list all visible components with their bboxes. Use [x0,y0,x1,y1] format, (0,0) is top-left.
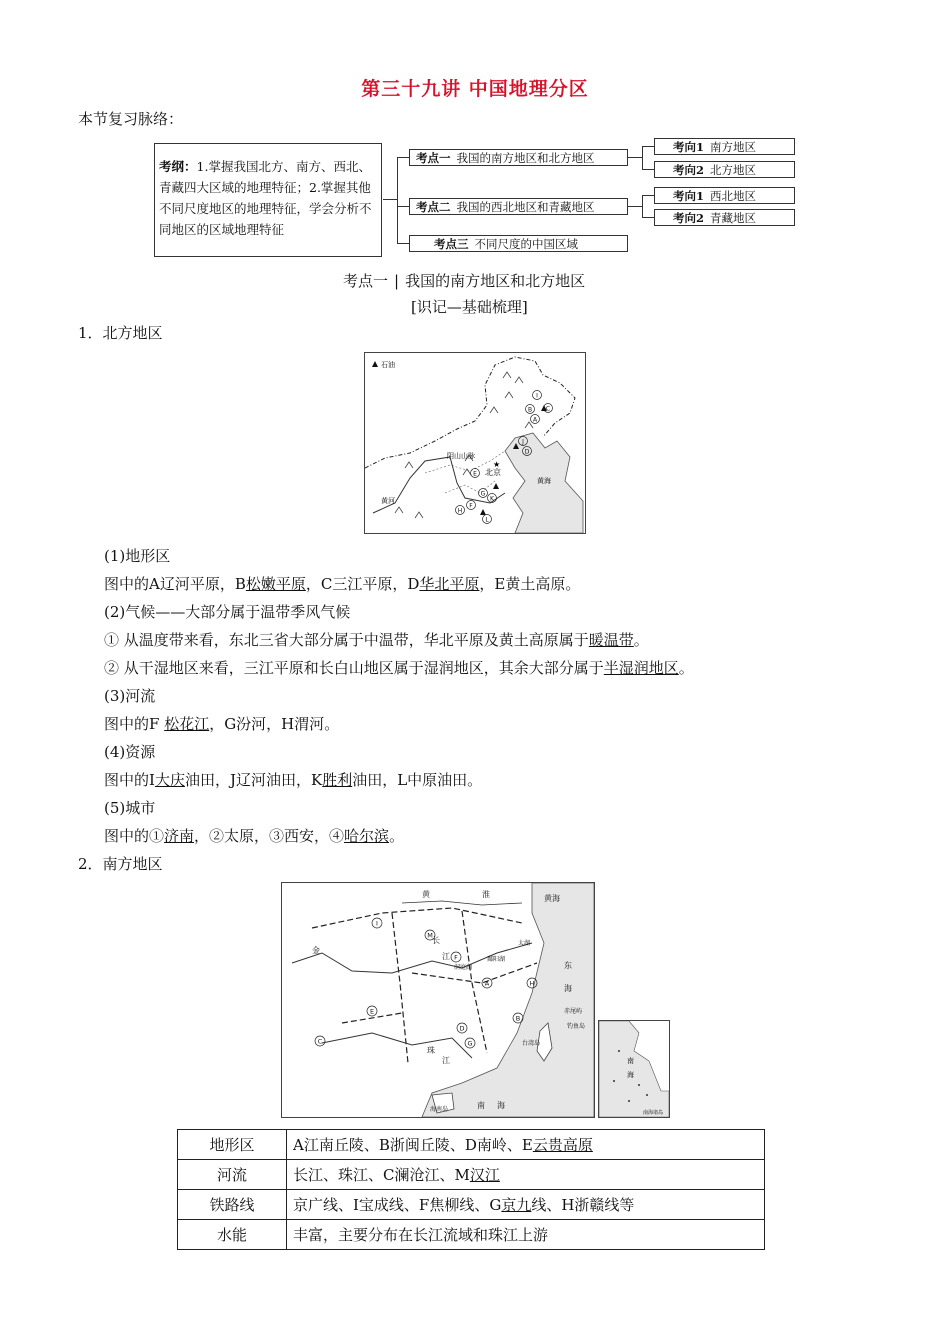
north-map-label: 黄河 [381,497,395,505]
outline-direction-2 [654,161,795,178]
svg-text:B: B [515,1014,521,1023]
outline-direction-1-tag: 考向1 [673,140,705,154]
north-heading: 1．北方地区 [78,324,163,342]
north-map-letter: G [480,490,486,498]
svg-text:A: A [484,979,490,988]
connector [397,157,409,158]
svg-text:钓鱼岛: 钓鱼岛 [567,1023,586,1030]
north-resource-title: (4)资源 [104,743,156,761]
south-info-table [177,1129,765,1250]
answer: 大庆 [154,771,185,789]
connector [642,217,654,218]
outline-direction-1-text: 南方地区 [710,140,757,154]
svg-text:C: C [317,1037,323,1046]
svg-text:长: 长 [432,936,440,945]
svg-text:江: 江 [442,952,450,961]
svg-text:南: 南 [477,1101,485,1110]
outline-point-2-text: 我国的西北地区和青藏地区 [456,200,595,214]
svg-text:海: 海 [497,1101,505,1110]
connector [628,157,642,158]
south-china-sea-inset [598,1020,670,1118]
connector [642,169,654,170]
outline-point-1 [409,149,628,166]
north-terrain-title: (1)地形区 [104,547,171,565]
outline-direction-4 [654,209,795,226]
outline-point-1-text: 我国的南方地区和北方地区 [456,151,595,165]
connector [397,243,409,244]
outline-direction-2-text: 北方地区 [710,163,757,177]
connector [642,195,654,196]
outline-point-3 [409,235,628,252]
table-key: 河流 [178,1160,287,1190]
svg-text:赤尾屿: 赤尾屿 [564,1008,583,1015]
svg-text:I: I [376,919,378,928]
connector [642,146,643,170]
svg-text:黄: 黄 [422,890,430,899]
connector [642,146,654,147]
intro-label: 本节复习脉络： [78,110,184,128]
south-heading: 2．南方地区 [78,855,163,873]
svg-text:D: D [459,1024,465,1033]
north-city-text: 图中的①济南，②太原，③西安，④哈尔滨。 [104,827,405,845]
connector [397,206,409,207]
connector [397,157,398,243]
svg-text:台湾岛: 台湾岛 [522,1040,541,1047]
answer: 松嫩平原 [245,575,306,593]
svg-text:海南岛: 海南岛 [430,1106,449,1113]
svg-text:南海诸岛: 南海诸岛 [643,1110,664,1116]
table-row [178,1190,765,1220]
svg-text:黄海: 黄海 [544,894,560,903]
north-resource-text: 图中的Ⅰ大庆油田，J辽河油田，K胜利油田，L中原油田。 [104,771,483,789]
svg-text:洞庭湖: 洞庭湖 [454,964,473,971]
table-key: 地形区 [178,1130,287,1160]
answer: 云贵高原 [532,1136,593,1154]
section-heading-tag: 考点一 [343,272,389,290]
north-river-title: (3)河流 [104,687,156,705]
svg-text:金: 金 [312,946,320,955]
connector [628,206,642,207]
svg-text:鄱阳湖: 鄱阳湖 [487,956,506,963]
outline-direction-3-text: 西北地区 [710,189,757,203]
north-river-text: 图中的F 松花江，G汾河，H渭河。 [104,715,340,733]
answer: 汉江 [469,1166,500,1184]
north-climate-1: ① 从温度带来看，东北三省大部分属于中温带，华北平原及黄土高原属于暖温带。 [104,631,649,649]
outline-direction-2-tag: 考向2 [673,163,705,177]
north-climate-2: ② 从干湿地区来看，三江平原和长白山地区属于湿润地区，其余大部分属于半湿润地区。 [104,659,694,677]
answer: 济南 [164,827,195,845]
north-map-letter: J [522,438,524,446]
connector [642,195,643,218]
answer: 京九 [501,1196,532,1214]
answer: 胜利 [322,771,353,789]
svg-text:南: 南 [627,1057,634,1065]
svg-text:★: ★ [493,460,501,469]
outline-main-box [154,143,382,257]
table-key: 水能 [178,1220,287,1250]
section-heading: 考点一 | 我国的南方地区和北方地区 [343,272,586,290]
north-map-letter: C [545,405,551,413]
answer: 华北平原 [419,575,480,593]
table-row [178,1130,765,1160]
svg-text:江: 江 [442,1056,450,1065]
outline-direction-4-tag: 考向2 [673,211,705,225]
north-map [364,352,586,534]
table-value: 京广线、Ⅰ宝成线、F焦柳线、G京九线、H浙赣线等 [287,1190,765,1220]
answer: 哈尔滨 [344,827,390,845]
answer: 暖温带 [588,631,634,649]
outline-direction-1 [654,138,795,155]
outline-point-3-text: 不同尺度的中国区域 [474,237,578,251]
svg-text:东: 东 [564,961,572,970]
north-map-label: 阴山山脉 [447,452,475,460]
table-value: 长江、珠江、C澜沧江、M汉江 [287,1160,765,1190]
svg-text:海: 海 [627,1071,634,1079]
section-subheading: [识记—基础梳理] [411,298,528,316]
outline-point-3-tag: 考点三 [434,237,469,251]
svg-text:H: H [529,979,535,988]
outline-main-prefix: 考纲： [159,159,197,174]
table-row [178,1220,765,1250]
svg-text:淮: 淮 [482,890,490,899]
north-terrain-text: 图中的A辽河平原，B松嫩平原，C三江平原，D华北平原，E黄土高原。 [104,575,581,593]
north-map-letter: I [536,392,538,400]
svg-text:E: E [369,1007,375,1016]
svg-text:海: 海 [564,984,572,993]
table-value: 丰富，主要分布在长江流域和珠江上游 [287,1220,765,1250]
north-map-letter: F [469,502,473,510]
north-map-label: 黄海 [537,477,551,485]
north-map-letter: L [485,516,489,524]
answer: 半湿润地区 [603,659,679,677]
outline-point-2 [409,198,628,215]
outline-point-1-tag: 考点一 [416,151,451,165]
outline-point-2-tag: 考点二 [416,200,451,214]
north-map-letter: A [532,416,538,424]
outline-direction-3-tag: 考向1 [673,189,705,203]
section-heading-text: 我国的南方地区和北方地区 [405,272,586,290]
table-row [178,1160,765,1190]
north-map-letter: E [473,470,477,478]
connector [383,199,397,200]
svg-text:F: F [454,953,458,962]
svg-text:珠: 珠 [427,1046,435,1055]
outline-direction-4-text: 青藏地区 [710,211,757,225]
north-map-letter: B [527,406,533,414]
north-map-letter: D [524,448,530,456]
north-map-legend: 石油 [381,361,395,369]
north-map-letter: K [490,495,494,503]
svg-text:M: M [427,931,433,940]
svg-text:太湖: 太湖 [518,940,531,947]
north-city-title: (5)城市 [104,799,156,817]
svg-text:G: G [467,1039,473,1048]
answer: 松花江 [164,715,210,733]
outline-main-text: 1.掌握我国北方、南方、西北、青藏四大区域的地理特征；2.掌握其他不同尺度地区的地理特征，学会分析不同地区的区域地理特征 [159,159,372,237]
outline-direction-3 [654,187,795,204]
page-title: 第三十九讲 中国地理分区 [361,78,589,100]
south-map [281,882,595,1118]
north-map-letter: H [457,507,463,515]
north-map-label: 北京 [485,468,501,477]
table-value: A江南丘陵、B浙闽丘陵、D南岭、E云贵高原 [287,1130,765,1160]
table-key: 铁路线 [178,1190,287,1220]
north-climate-title: (2)气候——大部分属于温带季风气候 [104,603,351,621]
